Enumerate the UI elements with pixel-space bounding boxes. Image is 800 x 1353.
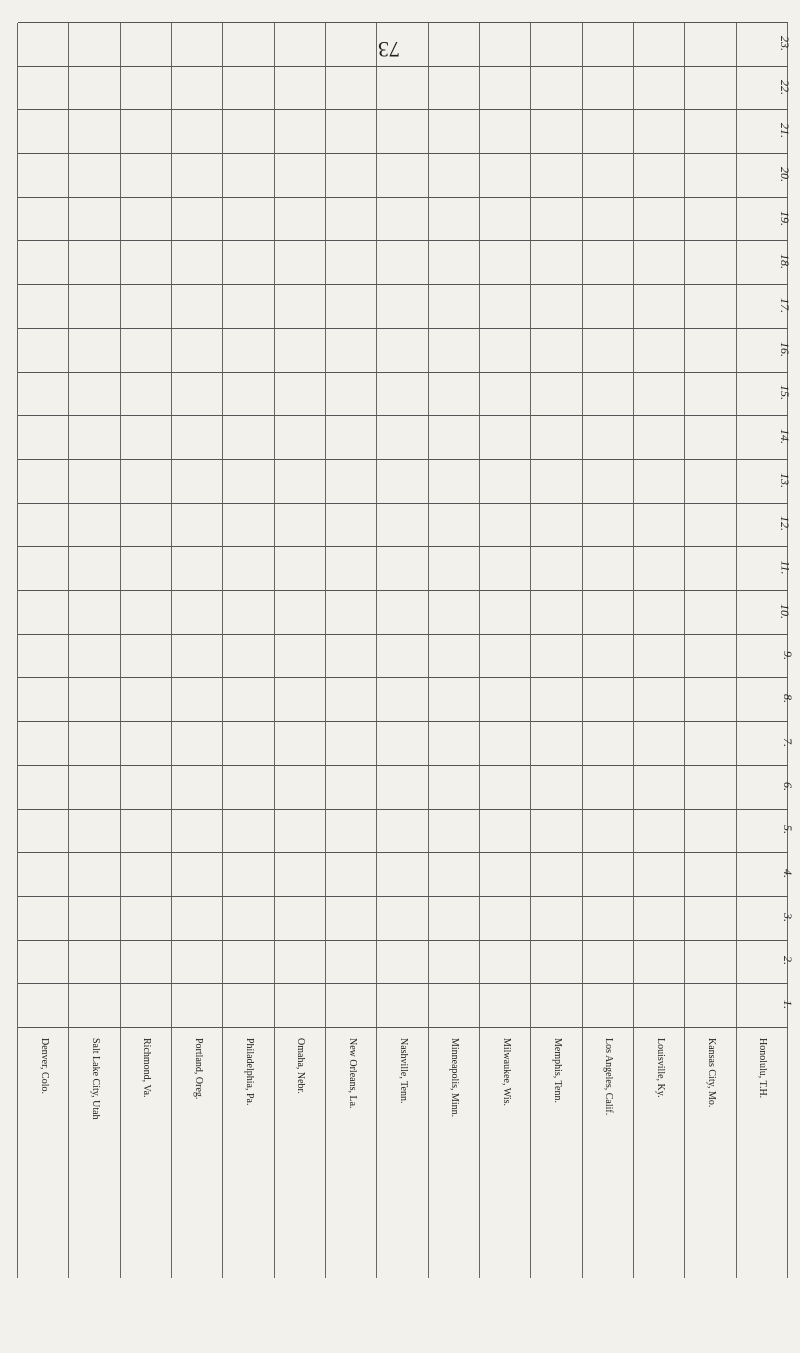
column-separator (18, 809, 788, 810)
column-number: 23. (778, 35, 792, 51)
row-separator (633, 23, 634, 1278)
column-separator (18, 459, 788, 460)
row-separator (479, 23, 480, 1278)
column-number: 11. (778, 560, 793, 575)
column-separator (18, 22, 788, 23)
column-separator (18, 415, 788, 416)
row-separator (684, 23, 685, 1278)
row-separator (171, 23, 172, 1278)
page-number: 73 (378, 37, 400, 62)
column-number: 21. (778, 123, 792, 139)
column-separator (18, 240, 788, 241)
row-separator (530, 23, 531, 1278)
column-number: 2. (781, 956, 795, 966)
row-label: Nashville, Tenn. (398, 1038, 409, 1104)
row-label: Kansas City, Mo. (706, 1038, 717, 1108)
column-number: 3. (781, 912, 795, 922)
row-label: Omaha, Nebr. (295, 1038, 307, 1094)
column-number: 22. (778, 79, 792, 95)
row-label: Salt Lake City, Utah (90, 1038, 101, 1120)
column-separator (18, 284, 788, 285)
column-separator (18, 328, 788, 329)
column-separator (18, 765, 788, 766)
column-number: 20. (778, 166, 792, 182)
column-separator (18, 721, 788, 722)
column-number: 16. (778, 341, 792, 357)
column-number: 12. (778, 516, 792, 532)
row-separator (376, 23, 377, 1278)
column-separator (18, 197, 788, 198)
row-separator (428, 23, 429, 1278)
row-separator (325, 23, 326, 1278)
row-separator (736, 23, 737, 1278)
row-label: Los Angeles, Calif. (603, 1038, 615, 1116)
column-separator (18, 109, 788, 110)
column-number: 8. (781, 694, 795, 704)
column-number: 15. (778, 385, 792, 401)
column-separator (18, 1027, 788, 1028)
row-label: Minneapolis, Minn. (449, 1038, 461, 1118)
column-number: 19. (778, 210, 792, 226)
column-separator (18, 896, 788, 897)
column-separator (18, 983, 788, 984)
row-separator (222, 23, 223, 1278)
row-separator (17, 23, 18, 1278)
column-separator (18, 940, 788, 941)
column-number: 18. (778, 254, 792, 270)
column-separator (18, 503, 788, 504)
column-number: 17. (778, 298, 792, 314)
row-label: Honolulu, T.H. (757, 1038, 769, 1099)
column-number: 9. (781, 650, 795, 660)
row-label: Memphis, Tenn. (552, 1038, 563, 1103)
column-number: 4. (781, 869, 795, 879)
column-separator (18, 677, 788, 678)
column-number: 1. (781, 1000, 795, 1010)
row-label: New Orleans, La. (346, 1038, 358, 1109)
column-separator (18, 372, 788, 373)
column-separator (18, 546, 788, 547)
row-separator (582, 23, 583, 1278)
column-separator (18, 634, 788, 635)
row-separator (274, 23, 275, 1278)
column-separator (18, 852, 788, 853)
row-label: Milwaukee, Wis. (500, 1038, 512, 1107)
row-label: Richmond, Va. (141, 1038, 153, 1098)
column-separator (18, 153, 788, 154)
row-label: Portland, Oreg. (192, 1038, 204, 1100)
column-number: 5. (781, 825, 795, 835)
column-number: 13. (778, 472, 792, 488)
column-number: 7. (781, 737, 795, 747)
row-label: Louisville, Ky. (654, 1038, 666, 1098)
row-label: Denver, Colo. (38, 1038, 50, 1094)
row-separator (120, 23, 121, 1278)
column-separator (18, 590, 788, 591)
column-number: 6. (781, 781, 795, 791)
row-separator (68, 23, 69, 1278)
column-number: 14. (778, 429, 792, 445)
row-label: Philadelphia, Pa. (244, 1038, 255, 1106)
column-number: 10. (778, 603, 792, 619)
column-separator (18, 66, 788, 67)
